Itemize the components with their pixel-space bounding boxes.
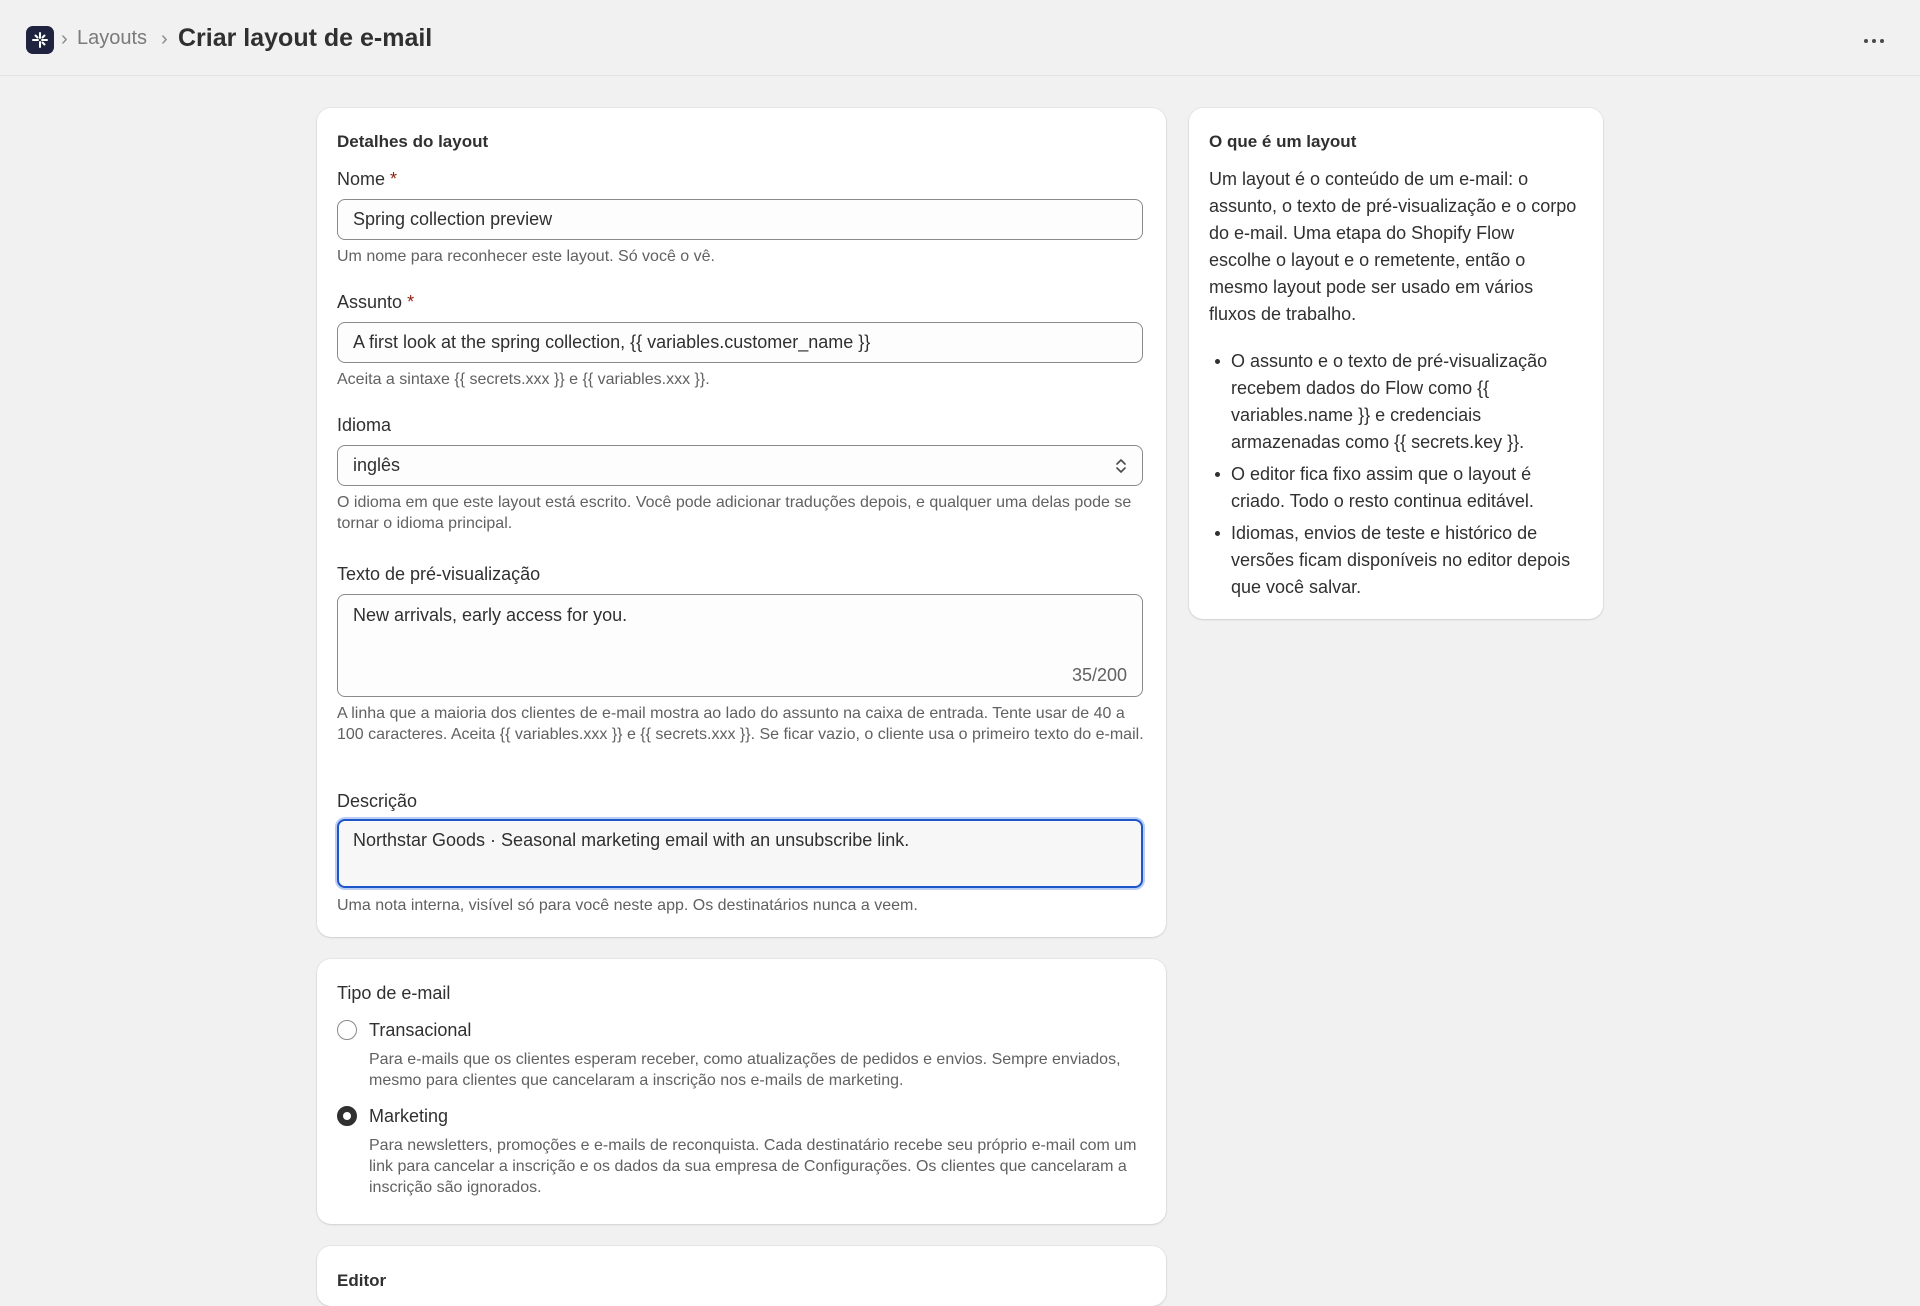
preview-text-label: Texto de pré-visualização [337, 564, 541, 584]
ellipsis-icon [1864, 39, 1868, 43]
name-help: Um nome para reconhecer este layout. Só você o vê. [337, 248, 715, 265]
page-title: Criar layout de e-mail [178, 24, 433, 52]
name-label [337, 169, 397, 190]
email-type-label: Tipo de e-mail [337, 983, 451, 1003]
radio-marketing[interactable] [337, 1106, 357, 1126]
preview-text-help: A linha que a maioria dos clientes de e-mail mostra ao lado do assunto na caixa de entrada. Tente usar de 40 a 100 caracteres. Aceita {{ variables.xxx }} e {{ secrets.xxx }}. Se ficar vazio, o cliente usa o primeiro texto do e-mail. [337, 705, 1144, 743]
radio-transactional-help: Para e-mails que os clientes esperam receber, como atualizações de pedidos e envios. Sempre enviados, mesmo para clientes que cancelaram a inscrição nos e-mails de marketing. [369, 1051, 1121, 1089]
description-textarea[interactable] [337, 819, 1143, 888]
radio-marketing-label[interactable]: Marketing [369, 1106, 449, 1126]
description-value: Northstar Goods · Seasonal marketing email with an unsubscribe link. [353, 830, 910, 850]
name-input[interactable]: Spring collection preview [337, 199, 1143, 240]
character-counter: 35/200 [1071, 665, 1127, 685]
breadcrumb-layouts-link[interactable]: Layouts [77, 27, 148, 49]
required-mark: * [390, 169, 398, 189]
language-label: Idioma [337, 415, 392, 435]
select-arrows-icon [1114, 457, 1128, 475]
info-intro: Um layout é o conteúdo de um e-mail: o assunto, o texto de pré-visualização e o corpo do e-mail. Uma etapa do Shopify Flow escolhe o layout e o remetente, então o mesmo layout pode ser usado em vários fluxos de trabalho. [1209, 169, 1577, 324]
info-card-title: O que é um layout [1209, 132, 1357, 151]
chevron-right-icon: › [161, 28, 168, 50]
info-bullet: O editor fica fixo assim que o layout é criado. Todo o resto continua editável. [1209, 461, 1581, 515]
radio-transactional[interactable] [337, 1020, 357, 1040]
language-select[interactable] [337, 445, 1143, 486]
ellipsis-icon-dot [1880, 39, 1884, 43]
name-label-text: Nome [337, 169, 386, 189]
chevron-right-icon: › [61, 28, 68, 50]
description-label: Descrição [337, 791, 418, 811]
subject-help: Aceita a sintaxe {{ secrets.xxx }} e {{ variables.xxx }}. [337, 371, 710, 388]
subject-input[interactable]: A first look at the spring collection, {{ variables.customer_name }} [337, 322, 1143, 363]
editor-card [317, 1246, 1166, 1306]
radio-marketing-help: Para newsletters, promoções e e-mails de reconquista. Cada destinatário recebe seu próprio e-mail com um link para cancelar a inscrição e os dados da sua empresa de Configurações. Os clientes que cancelaram a inscrição são ignorados. [369, 1137, 1137, 1196]
preview-text-textarea[interactable] [337, 594, 1143, 697]
top-bar [0, 0, 1920, 76]
info-bullet: Idiomas, envios de teste e histórico de versões ficam disponíveis no editor depois que você salvar. [1209, 520, 1581, 601]
sparkle-icon [30, 30, 50, 50]
preview-text-value: New arrivals, early access for you. [353, 605, 628, 625]
language-select-value: inglês [353, 455, 401, 475]
ellipsis-icon-dot [1872, 39, 1876, 43]
info-bullet-list [1209, 348, 1581, 606]
flow-app-icon[interactable] [26, 26, 54, 54]
language-help: O idioma em que este layout está escrito. Você pode adicionar traduções depois, e qualquer uma delas pode se tornar o idioma principal. [337, 494, 1132, 532]
required-mark: * [407, 292, 415, 312]
radio-transactional-label[interactable]: Transacional [369, 1020, 472, 1040]
editor-card-title: Editor [337, 1271, 387, 1290]
card-title-details: Detalhes do layout [337, 132, 489, 151]
subject-label [337, 292, 414, 313]
info-bullet: O assunto e o texto de pré-visualização recebem dados do Flow como {{ variables.name }} e credenciais armazenadas como {{ secrets.key }}. [1209, 348, 1581, 456]
subject-label-text: Assunto [337, 292, 403, 312]
description-help: Uma nota interna, visível só para você neste app. Os destinatários nunca a veem. [337, 897, 918, 914]
more-actions-button[interactable] [1858, 24, 1890, 56]
